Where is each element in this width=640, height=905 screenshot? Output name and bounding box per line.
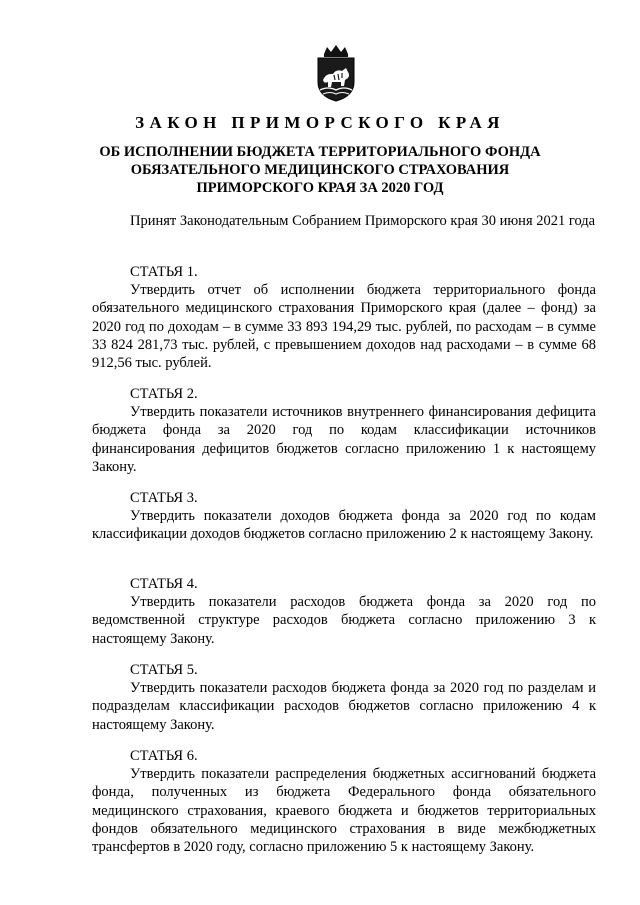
law-title: ЗАКОН ПРИМОРСКОГО КРАЯ: [135, 113, 505, 132]
article-heading: СТАТЬЯ 2.: [130, 386, 198, 402]
article-heading: СТАТЬЯ 5.: [130, 662, 198, 678]
article-heading: СТАТЬЯ 3.: [130, 490, 198, 506]
adoption-statement: Принят Законодательным Собранием Приморского края 30 июня 2021 года: [130, 213, 596, 229]
article-heading: СТАТЬЯ 1.: [130, 264, 198, 280]
coat-of-arms-icon: [314, 44, 358, 102]
article-text: Утвердить показатели распределения бюджетных ассигнований бюджета фонда, полученных из бюджета Федерального фонда обязательного медицинского страхования, краевого бюджета и бюджетов территориальных фондов обязательного медицинского страхования в виде межбюджетных трансфертов в 2020 году, согласно приложению 5 к настоящему Закону.: [92, 766, 596, 856]
article-text: Утвердить показатели расходов бюджета фонда за 2020 год по ведомственной структуре расходов бюджета согласно приложению 3 к настоящему Закону.: [92, 594, 596, 647]
article-text: Утвердить показатели источников внутреннего финансирования дефицита бюджета фонда за 2020 год по кодам классификации источников финансирования дефицитов бюджетов согласно приложению 1 к настоящему Закону.: [92, 404, 596, 475]
subtitle-line: ОБ ИСПОЛНЕНИИ БЮДЖЕТА ТЕРРИТОРИАЛЬНОГО ФОНДА: [99, 144, 541, 160]
article-text: Утвердить показатели расходов бюджета фонда за 2020 год по разделам и подразделам классификации расходов бюджетов согласно приложению 4 к настоящему Закону.: [92, 680, 596, 733]
subtitle-line: ОБЯЗАТЕЛЬНОГО МЕДИЦИНСКОГО СТРАХОВАНИЯ: [130, 162, 510, 178]
subtitle-line: ПРИМОРСКОГО КРАЯ ЗА 2020 ГОД: [196, 180, 444, 196]
article-heading: СТАТЬЯ 6.: [130, 748, 198, 764]
article-text: Утвердить отчет об исполнении бюджета территориального фонда обязательного медицинского страхования Приморского края (далее – фонд) за 2020 год по доходам – в сумме 33 893 194,29 тыс. рублей, по расходам – в сумме 33 824 281,73 тыс. рублей, с превышением доходов над расходами – в сумме 68 912,56 тыс. рублей.: [92, 282, 596, 372]
law-subtitle: [92, 143, 548, 197]
article-text: Утвердить показатели доходов бюджета фонда за 2020 год по кодам классификации доходов бюджетов согласно приложению 2 к настоящему Закону.: [92, 508, 596, 543]
article-heading: СТАТЬЯ 4.: [130, 576, 198, 592]
